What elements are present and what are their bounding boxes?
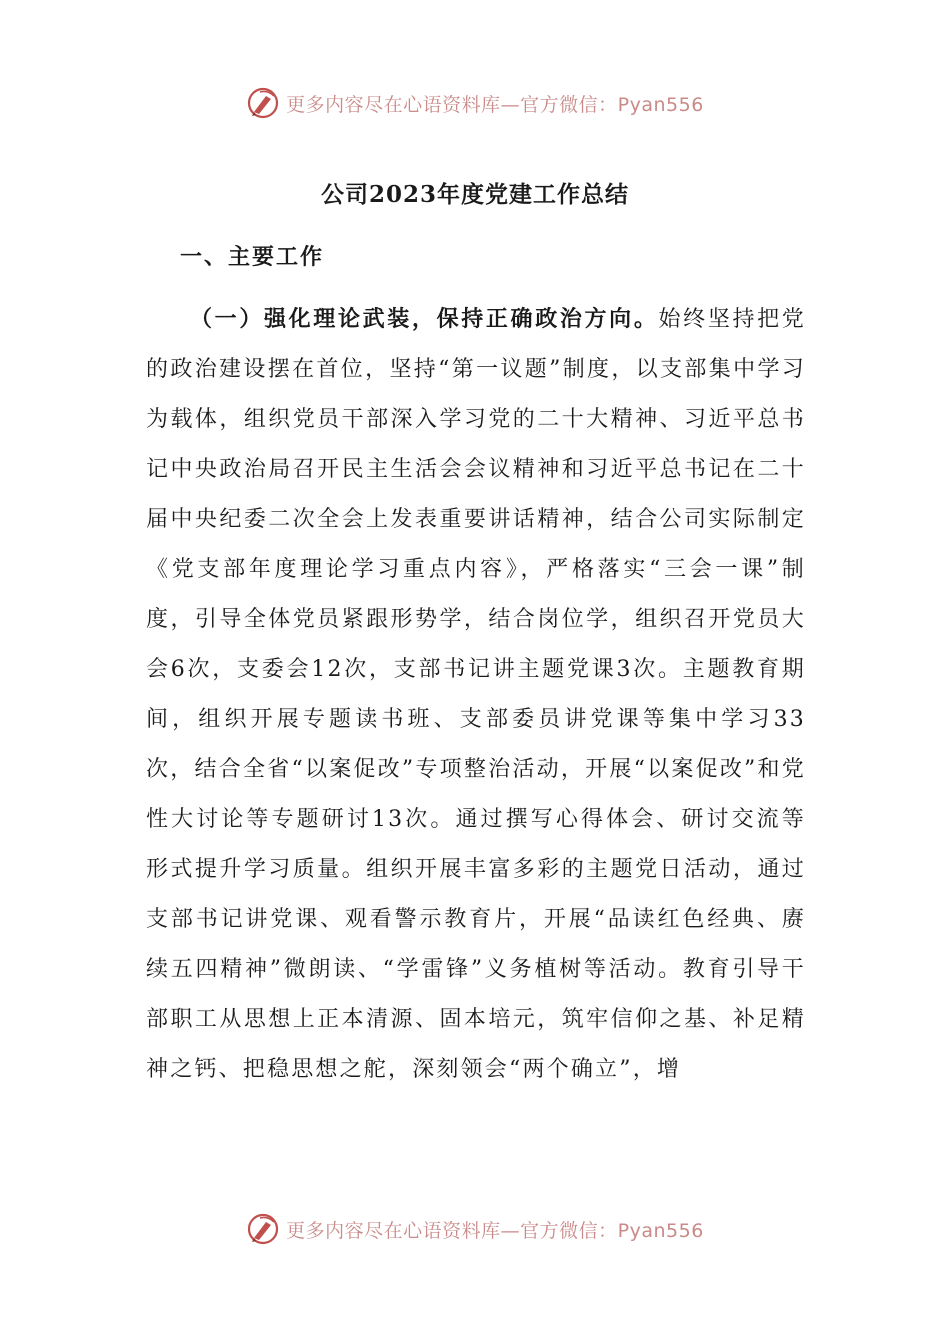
footer-watermark	[0, 1209, 950, 1249]
watermark-text: 更多内容尽在心语资料库—官方微信：Pyan556	[286, 1219, 704, 1242]
pen-logo-icon	[246, 86, 280, 120]
header-watermark	[0, 83, 950, 123]
paragraph-body: 始终坚持把党的政治建设摆在首位，坚持“第一议题”制度，以支部集中学习为载体，组织党员干部深入学习党的二十大精神、习近平总书记中央政治局召开民主生活会会议精神和习近平总书记在二十届中央纪委二次全会上发表重要讲话精神，结合公司实际制定《党支部年度理论学习重点内容》，严格落实“三会一课”制度，引导全体党员紧跟形势学，结合岗位学，组织召开党员大会6次，支委会12次，支部书记讲主题党课3次。主题教育期间，组织开展专题读书班、支部委员讲党课等集中学习33次，结合全省“以案促改”专项整治活动，开展“以案促改”和党性大讨论等专题研讨13次。通过撰写心得体会、研讨交流等形式提升学习质量。组织开展丰富多彩的主题党日活动，通过支部书记讲党课、观看警示教育片，开展“品读红色经典、赓续五四精神”微朗读、“学雷锋”义务植树等活动。教育引导干部职工从思想上正本清源、固本培元，筑牢信仰之基、补足精神之钙、把稳思想之舵，深刻领会“两个确立”，增	[146, 307, 806, 1082]
section-heading: 一、主要工作	[180, 244, 325, 270]
paragraph-lead: （一）强化理论武装，保持正确政治方向。	[190, 306, 659, 332]
watermark-wechat-id: Pyan556	[617, 1219, 704, 1242]
pen-logo-icon	[246, 1212, 280, 1246]
body-paragraph	[146, 294, 806, 1095]
watermark-text: 更多内容尽在心语资料库—官方微信：Pyan556	[286, 93, 704, 116]
watermark-wechat-id: Pyan556	[617, 93, 704, 116]
document-title: 公司2023年度党建工作总结	[320, 181, 629, 208]
